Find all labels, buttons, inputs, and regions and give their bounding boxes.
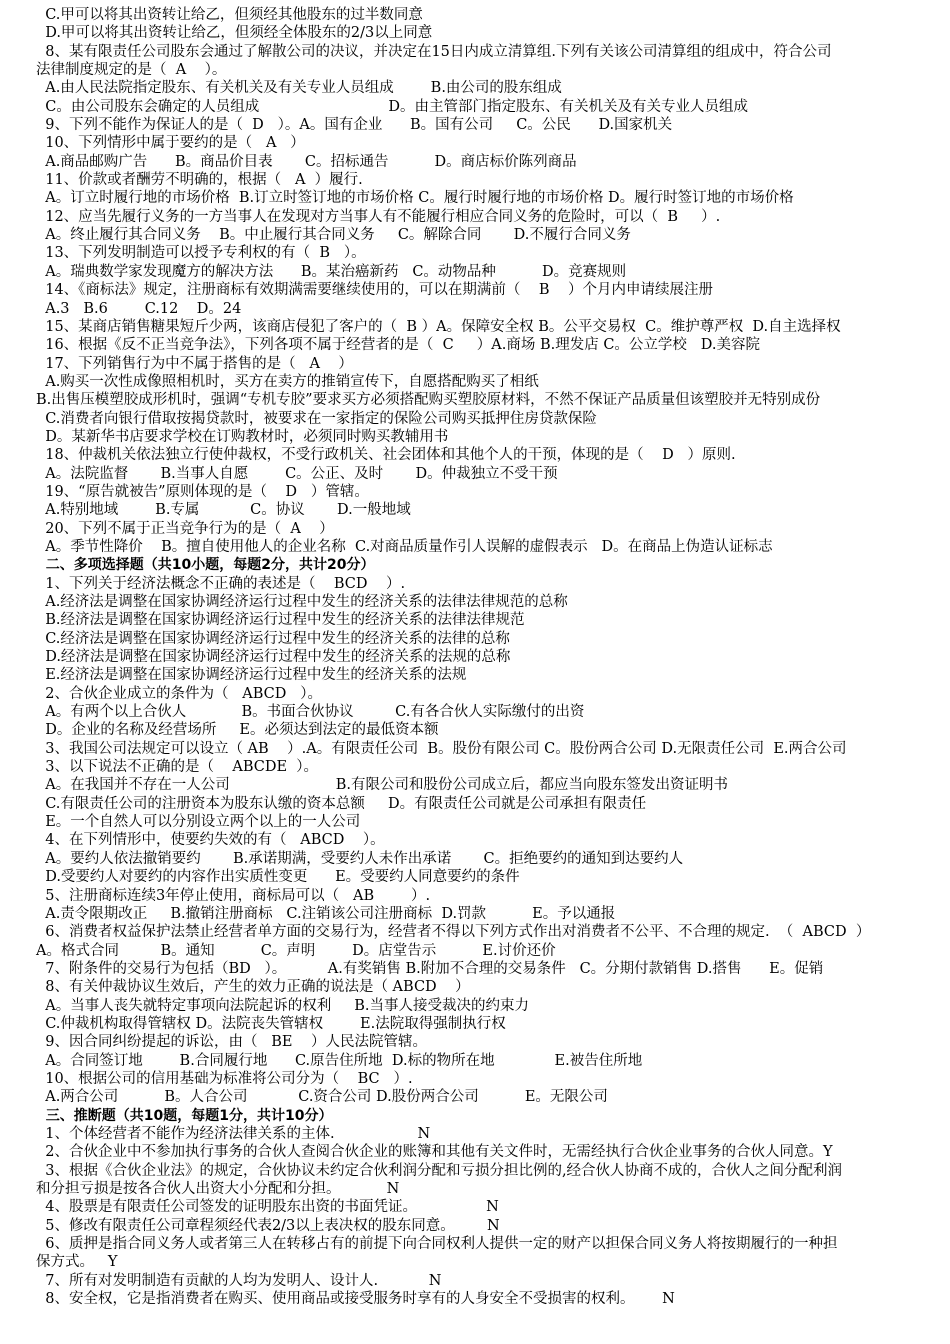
text-line: E。一个自然人可以分别设立两个以上的一人公司 <box>36 814 361 831</box>
text-line: A。要约人依法撤销要约 B.承诺期满，受要约人未作出承诺 C。拒绝要约的通知到达要约人 <box>36 850 684 867</box>
text-line: 7、所有对发明制造有贡献的人均为发明人、设计人. N <box>36 1272 442 1289</box>
text-line: 12、应当先履行义务的一方当事人在发现对方当事人有不能履行相应合同义务的危险时，可以（ B ）. <box>36 208 721 225</box>
text-line: 20、下列不属于正当竞争行为的是（ A ） <box>36 520 334 537</box>
text-line: D.经济法是调整在国家协调经济运行过程中发生的经济关系的法规的总称 <box>36 649 511 666</box>
text-line: 9、下列不能作为保证人的是（ D ）。A。国有企业 B。国有公司 C。公民 D.国家机关 <box>36 117 673 134</box>
text-line: 8、安全权，它是指消费者在购买、使用商品或接受服务时享有的人身安全不受损害的权利。 N <box>36 1291 675 1308</box>
text-line: 14、《商标法》规定，注册商标有效期满需要继续使用的，可以在期满前（ B ）个月内申请续展注册 <box>36 282 713 299</box>
text-line: A.购买一次性成像照相机时，买方在卖方的推销宣传下，自愿搭配购买了相纸 <box>36 373 539 390</box>
text-line: 15、某商店销售糖果短斤少两，该商店侵犯了客户的（ B ）A。保障安全权 B。公平交易权 C。维护尊严权 D.自主选择权 <box>36 318 841 335</box>
text-line: 16、根据《反不正当竞争法》，下列各项不属于经营者的是（ C ）A.商场 B.理发店 C。公立学校 D.美容院 <box>36 337 760 354</box>
section-heading: 二、多项选择题（共10小题，每题2分，共计20分） <box>36 557 375 574</box>
text-line: C.经济法是调整在国家协调经济运行过程中发生的经济关系的法律的总称 <box>36 630 510 647</box>
text-line: 5、修改有限责任公司章程须经代表2/3以上表决权的股东同意。 N <box>36 1217 500 1234</box>
text-line: A.经济法是调整在国家协调经济运行过程中发生的经济关系的法律法律规范的总称 <box>36 594 568 610</box>
text-line: C.仲裁机构取得管辖权 D。法院丧失管辖权 E.法院取得强制执行权 <box>36 1015 506 1032</box>
text-line: B.经济法是调整在国家协调经济运行过程中发生的经济关系的法律法律规范 <box>36 612 525 629</box>
text-line: A。合同签订地 B.合同履行地 C.原告住所地 D.标的物所在地 E.被告住所地 <box>36 1052 643 1069</box>
text-line: 8、某有限责任公司股东会通过了解散公司的决议，并决定在15日内成立清算组.下列有关该公司清算组的组成中，符合公司 <box>36 43 832 60</box>
text-line: C.消费者向银行借取按揭贷款时，被要求在一家指定的保险公司购买抵押住房贷款保险 <box>36 410 597 427</box>
text-line: 和分担亏损是按各合伙人出资大小分配和分担。 N <box>36 1181 400 1197</box>
text-line: 4、在下列情形中，使要约失效的有（ ABCD ）。 <box>36 832 385 849</box>
text-line: A。格式合同 B。通知 C。声明 D。店堂告示 E.讨价还价 <box>36 942 556 959</box>
text-line: A。有两个以上合伙人 B。书面合伙协议 C.有各合伙人实际缴付的出资 <box>36 704 585 721</box>
text-line: D。某新华书店要求学校在订购教材时，必须同时购买教辅用书 <box>36 428 449 445</box>
text-line: 10、根据公司的信用基础为标准将公司分为（ BC ）. <box>36 1070 413 1087</box>
text-line: A.由人民法院指定股东、有关机关及有关专业人员组成 B.由公司的股东组成 <box>36 80 562 97</box>
text-line: A。在我国并不存在一人公司 B.有限公司和股份公司成立后，都应当向股东签发出资证明书 <box>36 777 728 794</box>
text-line: 3、我国公司法规定可以设立（ AB ）.A。有限责任公司 B。股份有限公司 C。股份两合公司 D.无限责任公司 E.两合公司 <box>36 740 847 757</box>
text-line: A。季节性降价 B。擅自使用他人的企业名称 C.对商品质量作引人误解的虚假表示 D。在商品上伪造认证标志 <box>36 538 773 555</box>
text-line: 9、因合同纠纷提起的诉讼，由（ BE ）人民法院管辖。 <box>36 1034 427 1051</box>
text-line: D.甲可以将其出资转让给乙，但须经全体股东的2/3以上同意 <box>36 25 433 42</box>
text-line: 8、有关仲裁协议生效后，产生的效力正确的说法是（ ABCD ） <box>36 979 470 996</box>
text-line: B.出售压模塑胶成形机时，强调“专机专胶”要求买方必须搭配购买塑胶原材料，不然不保证产品质量但该塑胶并无特别成份 <box>36 392 821 409</box>
text-line: 7、附条件的交易行为包括（BD ）。 A.有奖销售 B.附加不合理的交易条件 C。分期付款销售 D.搭售 E。促销 <box>36 960 824 977</box>
text-line: A.特别地域 B.专属 C。协议 D.一般地域 <box>36 502 411 519</box>
text-line: 法律制度规定的是（ A ）。 <box>36 62 227 79</box>
text-line: A.两合公司 B。人合公司 C.资合公司 D.股份两合公司 E。无限公司 <box>36 1089 608 1106</box>
section-heading: 三、推断题（共10题，每题1分，共计10分） <box>36 1107 333 1124</box>
text-line: A。当事人丧失就特定事项向法院起诉的权利 B.当事人接受裁决的约束力 <box>36 997 529 1014</box>
text-line: A。法院监督 B.当事人自愿 C。公正、及时 D。仲裁独立不受干预 <box>36 465 558 482</box>
text-line: A.责令限期改正 B.撤销注册商标 C.注销该公司注册商标 D.罚款 E。予以通报 <box>36 905 616 922</box>
text-line: C.甲可以将其出资转让给乙，但须经其他股东的过半数同意 <box>36 7 423 23</box>
text-line: C。由公司股东会确定的人员组成 D。由主管部门指定股东、有关机关及有关专业人员组成 <box>36 98 748 115</box>
text-line: E.经济法是调整在国家协调经济运行过程中发生的经济关系的法规 <box>36 667 467 684</box>
text-line: 4、股票是有限责任公司签发的证明股东出资的书面凭证。 N <box>36 1199 499 1216</box>
text-line: A.商品邮购广告 B。商品价目表 C。招标通告 D。商店标价陈列商品 <box>36 153 577 170</box>
text-line: A。订立时履行地的市场价格 B.订立时签订地的市场价格 C。履行时履行地的市场价格 D。履行时签订地的市场价格 <box>36 190 794 207</box>
text-line: 11、价款或者酬劳不明确的，根据（ A ）履行. <box>36 172 363 189</box>
text-line: 19、“原告就被告”原则体现的是（ D ）管辖。 <box>36 483 369 500</box>
text-line: 10、下列情形中属于要约的是（ A ） <box>36 135 305 152</box>
text-line: 17、下列销售行为中不属于搭售的是（ A ） <box>36 355 353 372</box>
text-line: 2、合伙企业中不参加执行事务的合伙人查阅合伙企业的账簿和其他有关文件时，无需经执行合伙企业事务的合伙人同意。Y <box>36 1144 833 1161</box>
text-line: 保方式。 Y <box>36 1254 118 1271</box>
text-line: C.有限责任公司的注册资本为股东认缴的资本总额 D。有限责任公司就是公司承担有限责任 <box>36 795 647 812</box>
text-line: D.受要约人对要约的内容作出实质性变更 E。受要约人同意要约的条件 <box>36 869 520 886</box>
text-line: 18、仲裁机关依法独立行使仲裁权，不受行政机关、社会团体和其他个人的干预，体现的是（ D ）原则. <box>36 447 736 464</box>
text-line: 6、质押是指合同义务人或者第三人在转移占有的前提下向合同权利人提供一定的财产以担保合同义务人将按期履行的一种担 <box>36 1236 838 1253</box>
text-line: D。企业的名称及经营场所 E。必须达到法定的最低资本额 <box>36 722 439 739</box>
text-line: 5、注册商标连续3年停止使用，商标局可以（ AB ）. <box>36 887 431 904</box>
text-line: 3、根据《合伙企业法》的规定，合伙协议未约定合伙利润分配和亏损分担比例的,经合伙人协商不成的，合伙人之间分配利润 <box>36 1162 843 1179</box>
text-line: A。终止履行其合同义务 B。中止履行其合同义务 C。解除合同 D.不履行合同义务 <box>36 227 631 244</box>
text-line: 13、下列发明制造可以授予专利权的有（ B ）。 <box>36 245 366 262</box>
text-line: 2、合伙企业成立的条件为（ ABCD ）。 <box>36 685 322 702</box>
text-line: A.3 B.6 C.12 D。24 <box>36 300 242 317</box>
text-line: 1、下列关于经济法概念不正确的表述是（ BCD ）. <box>36 575 406 592</box>
text-line: 1、个体经营者不能作为经济法律关系的主体. N <box>36 1125 431 1142</box>
text-line: 3、以下说法不正确的是（ ABCDE ）。 <box>36 759 319 776</box>
text-line: A。瑞典数学家发现魔方的解决方法 B。某治癌新药 C。动物品种 D。竞赛规则 <box>36 263 627 280</box>
text-line: 6、消费者权益保护法禁止经营者单方面的交易行为，经营者不得以下列方式作出对消费者不公平、不合理的规定. （ ABCD ） <box>36 924 871 941</box>
